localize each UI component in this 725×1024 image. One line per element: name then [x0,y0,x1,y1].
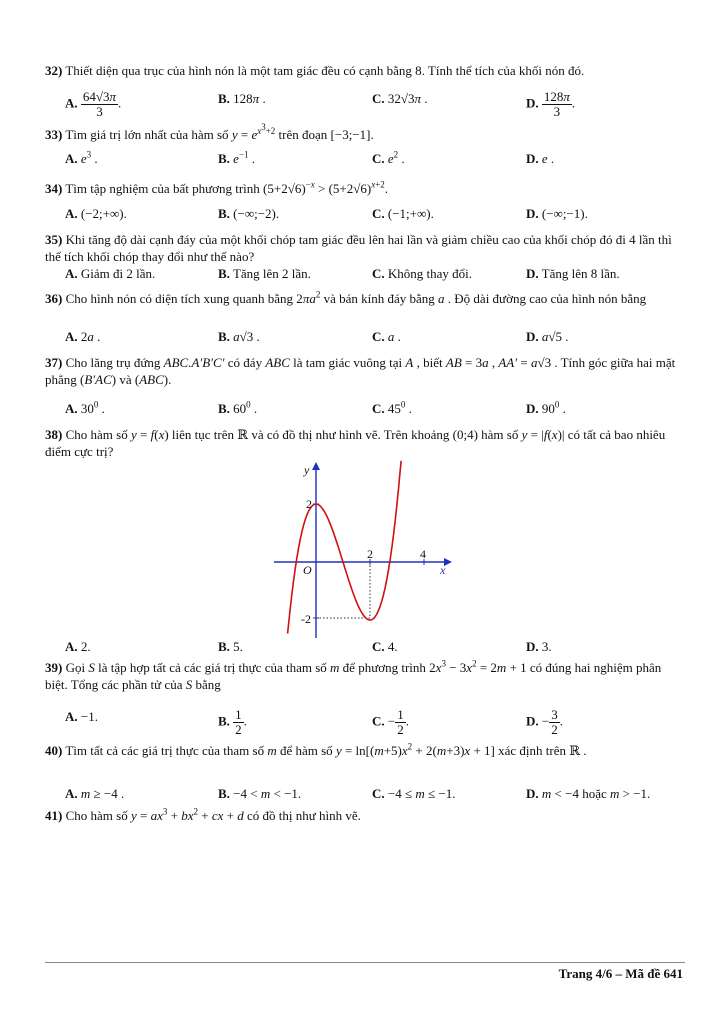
option-d: D. $\frac{128\pi}{3}$ . [526,89,576,119]
option-d: D. m < −4 hoặc m > −1. [526,786,651,801]
question-32: 32) Thiết diện qua trục của hình nón là một tam giác đều có cạnh bằng 8. Tính thể tích của khối nón đó. [45,63,585,78]
answer-row-40 [65,785,685,803]
option-b: B. Tăng lên 2 lần. [218,266,311,281]
question-33: 33) Tìm giá trị lớn nhất của hàm số $y = e^{x^3+2}$ trên đoạn [−3;−1]. [45,121,374,142]
option-b: B. a√3 . [218,329,260,344]
function-graph [270,460,460,640]
answer-row-37 [65,400,685,418]
option-c: C. $e^2$ . [372,149,405,166]
answer-row-34 [65,205,685,223]
option-c: C. $45^0$ . [372,399,412,416]
option-c: C. 32√3π . [372,91,428,106]
option-b: B. −4 < m < −1. [218,786,302,801]
question-39: 39) Gọi S là tập hợp tất cả các giá trị thực của tham số m để phương trình $2x^3 - 3x^2 = 2m + 1$ có đúng hai nghiệm phân biệt. Tổng các phần tử của S bằng [45,658,662,692]
option-a: A. −1. [65,709,98,724]
option-d: D. $90^0$ . [526,399,566,416]
option-b: B. $e^{-1}$ . [218,149,256,166]
option-b: B. (−∞;−2). [218,206,280,221]
y-axis-label: y [304,463,310,477]
option-a: A. 2. [65,639,91,654]
option-d: D. − $\frac{3}{2}$ . [526,707,563,737]
option-a: A. (−2;+∞). [65,206,127,221]
option-a: A. $\frac{64√3\pi}{3}$ . [65,89,122,119]
option-c: C. −4 ≤ m ≤ −1. [372,786,456,801]
tick-label-y2: 2 [306,497,312,511]
option-b: B. 128π . [218,91,266,106]
answer-row-32 [65,89,685,119]
answer-row-36 [65,328,685,346]
option-c: C. a . [372,329,401,344]
option-d: D. a√5 . [526,329,569,344]
option-a: A. $30^0$ . [65,399,105,416]
option-c: C. − $\frac{1}{2}$ . [372,707,409,737]
option-b: B. $\frac{1}{2}$ . [218,707,247,737]
question-38: 38) Cho hàm số y = f(x) liên tục trên ℝ và có đồ thị như hình vẽ. Trên khoảng (0;4) hàm số y = |f(x)| có tất cả bao nhiêu điểm cực trị? [45,427,666,459]
option-a: A. $e^3$ . [65,149,98,166]
option-b: B. 5. [218,639,243,654]
option-a: A. 2a . [65,329,101,344]
tick-label-x4: 4 [420,547,426,561]
page-footer: Trang 4/6 – Mã đề 641 [558,966,683,981]
tick-label-yneg2: -2 [301,612,311,626]
option-b: B. $60^0$ . [218,399,258,416]
option-a: A. Giảm đi 2 lần. [65,266,156,281]
option-c: C. 4. [372,639,398,654]
option-d: D. 3. [526,639,552,654]
question-37: 37) Cho lăng trụ đứng ABC.A′B′C′ có đáy ABC là tam giác vuông tại A , biết AB = 3a , AA′ = a√3 . Tính góc giữa hai mặt phẳng (B′AC) và (ABC). [45,355,676,387]
answer-row-39 [65,707,685,737]
question-41: 41) Cho hàm số $y = ax^3 + bx^2$ + cx + d có đồ thị như hình vẽ. [45,806,361,823]
question-35: 35) Khi tăng độ dài cạnh đáy của một khối chóp tam giác đều lên hai lần và giảm chiều cao của khối chóp đó đi 4 lần thì thể tích khối chóp thay đổi như thế nào? [45,232,672,264]
footer-divider [45,962,685,963]
option-c: C. (−1;+∞). [372,206,434,221]
option-d: D. e . [526,151,555,166]
option-a: A. m ≥ −4 . [65,786,125,801]
option-c: C. Không thay đổi. [372,266,473,281]
x-axis-label: x [440,563,446,577]
option-d: D. Tăng lên 8 lần. [526,266,620,281]
answer-row-35 [65,265,685,283]
question-40: 40) Tìm tất cả các giá trị thực của tham số m để hàm số $y = \ln[(m+5)x^2 + 2(m+3)x + 1]$ xác định trên ℝ . [45,741,587,758]
tick-label-x2: 2 [367,547,373,561]
option-d: D. (−∞;−1). [526,206,588,221]
question-34: 34) Tìm tập nghiệm của bất phương trình $(5+2√6)^{-x} > (5+2√6)^{x+2}$. [45,179,389,196]
y-axis-arrow [312,462,320,470]
cubic-curve [288,461,402,634]
answer-row-38 [65,638,685,656]
answer-row-33 [65,150,685,168]
question-36: 36) Cho hình nón có diện tích xung quanh bằng $2\pi a^2$ và bán kính đáy bằng a . Độ dài đường cao của hình nón bằng [45,289,647,306]
origin-label: O [303,563,312,577]
